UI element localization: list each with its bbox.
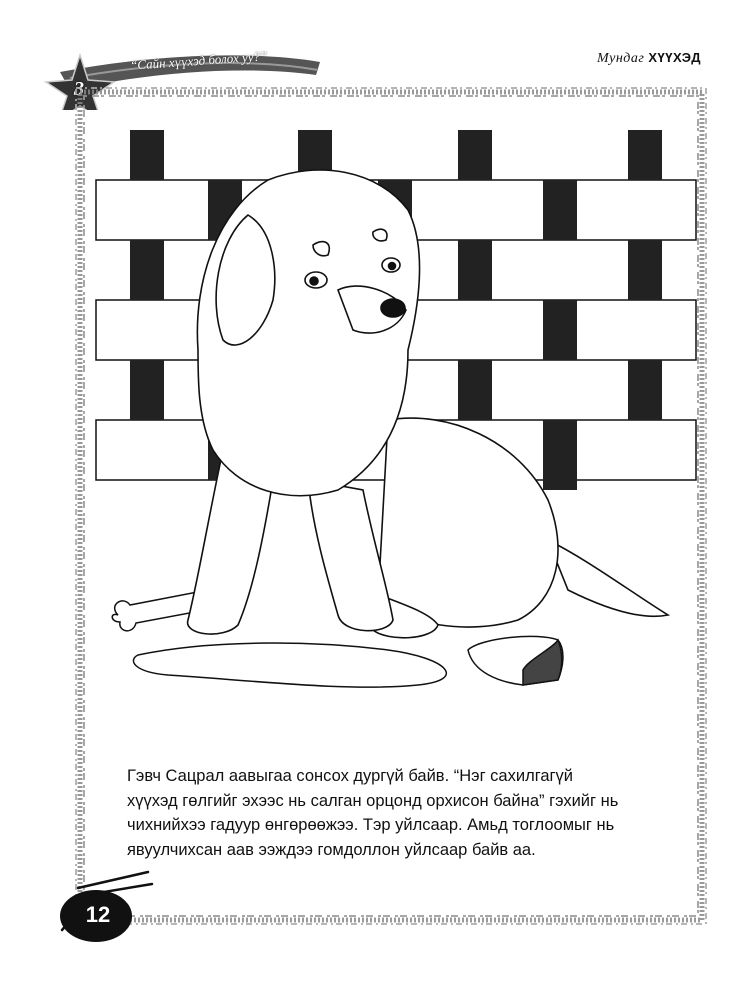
illustration: [88, 120, 700, 710]
story-text: [127, 764, 707, 862]
story-line: чихнийхээ гадуур өнгөрөөжээ. Тэр уйлсаар. Амьд тоглоомыг нь: [127, 816, 615, 834]
story-line: Гэвч Сацрал аавыгаа сонсох дургүй байв. “Нэг сахилгагүй: [127, 767, 574, 785]
bread-icon: [468, 636, 563, 685]
story-line: хүүхэд гөлгийг эхээс нь салган орцонд орхисон байна” гэхийг нь: [127, 791, 619, 810]
book-title: [597, 50, 701, 67]
story-line: явуулчихсан аав ээждээ гомдоллон уйлсаар байв аа.: [127, 840, 536, 859]
puddle: [133, 643, 446, 687]
chapter-number: 3: [74, 78, 84, 100]
page-number: 12: [85, 902, 111, 927]
book-title-bold: ХҮҮХЭД: [648, 50, 701, 65]
series-label: “Сайн хүүхэд болох уу?”: [129, 48, 268, 73]
book-title-script: Мундаг: [596, 51, 645, 66]
